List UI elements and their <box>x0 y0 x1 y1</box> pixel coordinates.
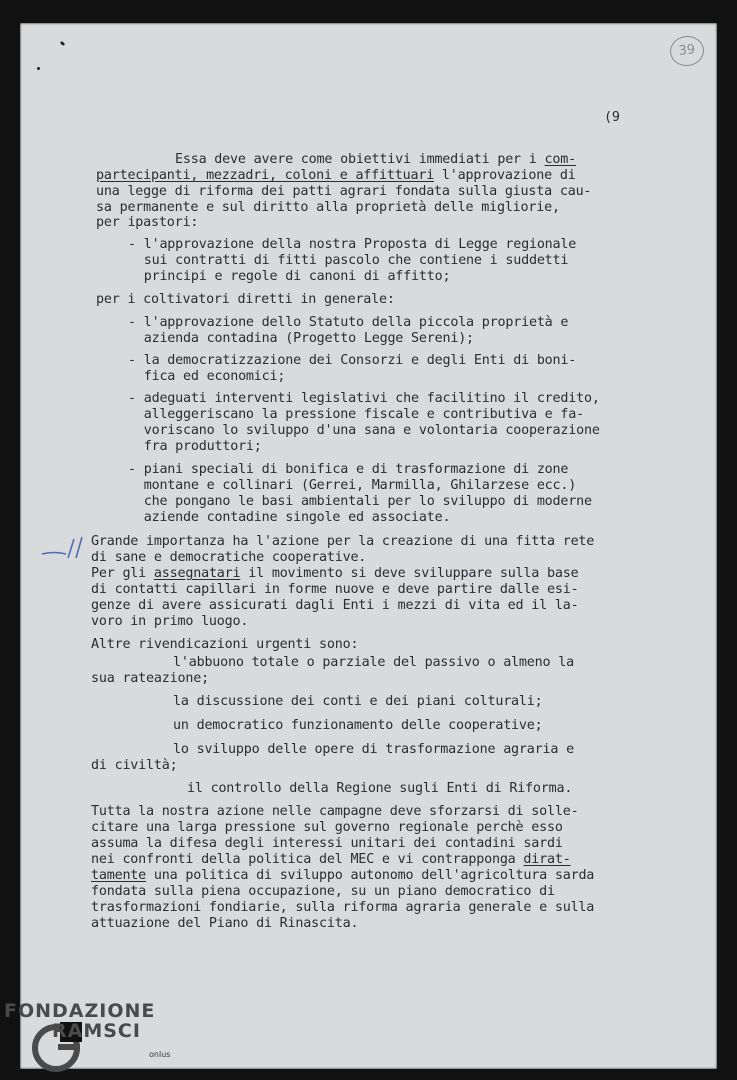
watermark-suffix: onlus <box>149 1050 171 1059</box>
rivendicazione-controllo: il controllo della Regione sugli Enti di Riforma. <box>187 781 573 796</box>
rivendicazione-conti: la discussione dei conti e dei piani colturali; <box>173 694 543 709</box>
pastori-item-line: - l'approvazione della nostra Proposta di Legge regionale <box>128 237 577 252</box>
pastori-item-line: principi e regole di canoni di affitto; <box>128 269 451 284</box>
coltivatori-item-line: aziende contadine singole ed associate. <box>128 510 451 525</box>
coltivatori-item-line: - la democratizzazione dei Consorzi e degli Enti di boni- <box>128 353 577 368</box>
conclusione-line-8: attuazione del Piano di Rinascita. <box>91 916 359 931</box>
coltivatori-item-line: - adeguati interventi legislativi che facilitino il credito, <box>128 391 600 406</box>
watermark-line-1: FONDAZIONE <box>4 1000 156 1022</box>
rivendicazioni-heading: Altre rivendicazioni urgenti sono: <box>91 637 359 652</box>
rivendicazione-abbuono: l'abbuono totale o parziale del passivo o almeno la <box>173 655 574 670</box>
intro-line-3: una legge di riforma dei patti agrari fondata sulla giusta cau- <box>96 184 592 199</box>
coltivatori-item-line: fica ed economici; <box>128 369 286 384</box>
coltivatori-item-line: fra produttori; <box>128 439 262 454</box>
pastori-item-line: sui contratti di fitti pascolo che contiene i suddetti <box>128 253 569 268</box>
cooperative-line-1: Grande importanza ha l'azione per la creazione di una fitta rete <box>91 534 595 549</box>
assegnatari-line-1: Per gli assegnatari il movimento si deve sviluppare sulla base <box>91 566 579 581</box>
intro-line-5: per ipastori: <box>96 215 199 230</box>
coltivatori-item-line: - piani speciali di bonifica e di trasformazione di zone <box>128 462 569 477</box>
conclusione-line-7: trasformazioni fondiarie, sulla riforma agraria generale e sulla <box>91 900 595 915</box>
coltivatori-item-line: che pongano le basi ambientali per lo sviluppo di moderne <box>128 494 592 509</box>
page-number: (9 <box>604 110 620 125</box>
coltivatori-item-line: - l'approvazione dello Statuto della piccola proprietà e <box>128 315 569 330</box>
margin-mark-icon <box>40 534 90 564</box>
archive-number-stamp: 39 <box>669 34 706 67</box>
assegnatari-line-3: genze di avere assicurati dagli Enti i mezzi di vita ed il la- <box>91 598 579 613</box>
conclusione-line-3: assuma la difesa degli interessi unitari dei contadini sardi <box>91 836 563 851</box>
conclusione-line-6: fondata sulla piena occupazione, su un piano democratico di <box>91 884 555 899</box>
rivendicazione-sviluppo-cont: di civiltà; <box>91 758 178 773</box>
conclusione-line-2: citare una larga pressione sul governo regionale perchè esso <box>91 820 563 835</box>
intro-line-1: Essa deve avere come obiettivi immediati per i com- <box>175 152 576 167</box>
fondazione-gramsci-watermark <box>4 998 184 1078</box>
conclusione-line-5: tamente una politica di sviluppo autonomo dell'agricoltura sarda <box>91 868 595 883</box>
assegnatari-line-2: di contatti capillari in forme nuove e deve partire dalle esi- <box>91 582 579 597</box>
conclusione-line-4: nei confronti della politica del MEC e vi contrapponga dirat- <box>91 852 571 867</box>
conclusione-line-1: Tutta la nostra azione nelle campagne deve sforzarsi di solle- <box>91 804 579 819</box>
rivendicazione-sviluppo: lo sviluppo delle opere di trasformazione agraria e <box>173 742 574 757</box>
coltivatori-item-line: alleggeriscano la pressione fiscale e contributiva e fa- <box>128 407 584 422</box>
rivendicazione-abbuono-cont: sua rateazione; <box>91 671 209 686</box>
coltivatori-heading: per i coltivatori diretti in generale: <box>96 292 395 307</box>
coltivatori-item-line: voriscano lo sviluppo d'una sana e volontaria cooperazione <box>128 423 600 438</box>
cooperative-line-2: di sane e democratiche cooperative. <box>91 550 367 565</box>
assegnatari-line-4: voro in primo luogo. <box>91 614 249 629</box>
rivendicazione-funzionamento: un democratico funzionamento delle cooperative; <box>173 718 543 733</box>
coltivatori-item-line: montane e collinari (Gerrei, Marmilla, Ghilarzese ecc.) <box>128 478 577 493</box>
watermark-line-2: RAMSCI <box>52 1020 141 1042</box>
ink-speck <box>37 67 40 70</box>
coltivatori-item-line: azienda contadina (Progetto Legge Sereni); <box>128 331 474 346</box>
intro-line-2: partecipanti, mezzadri, coloni e affittuari l'approvazione di <box>96 168 576 183</box>
intro-line-4: sa permanente e sul diritto alla proprietà delle migliorie, <box>96 200 560 215</box>
